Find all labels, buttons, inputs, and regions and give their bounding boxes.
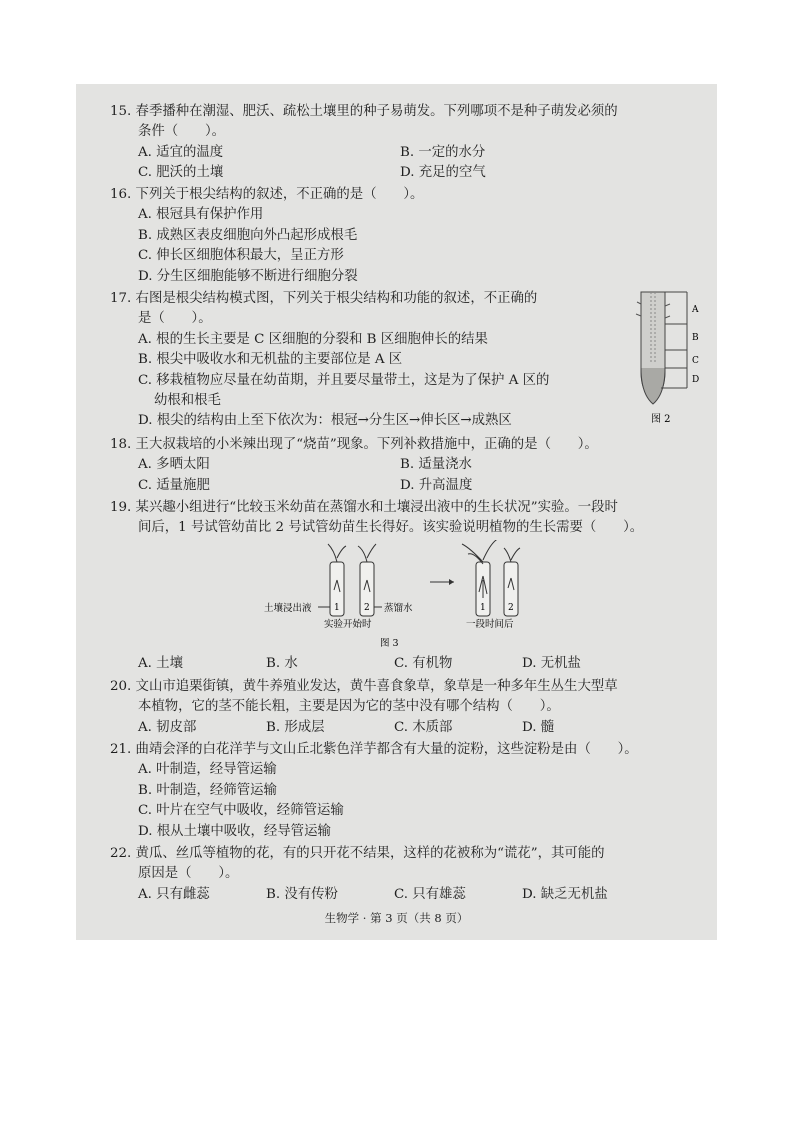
q15-option-b: B. 一定的水分 [400, 144, 486, 160]
q21-option-a: A. 叶制造，经导管运输 [138, 762, 277, 778]
q19-options-row [110, 654, 703, 674]
fig3-tube-1-end: 1 [480, 603, 486, 613]
q15-option-a: A. 适宜的温度 [138, 144, 224, 160]
fig3-end-label: 一段时间后 [466, 619, 514, 630]
figure-2-root-tip [621, 284, 705, 426]
q19-option-a: A. 土壤 [138, 656, 183, 671]
question-16 [110, 185, 703, 287]
q15-option-d: D. 充足的空气 [400, 165, 486, 181]
fig2-label-a: A [692, 305, 699, 315]
question-18 [110, 435, 703, 496]
q19-option-c: C. 有机物 [394, 656, 453, 671]
q20-stem-line1: 20. 文山市追栗街镇，黄牛养殖业发达，黄牛喜食象草，象草是一种多年生丛生大型草 [110, 679, 618, 694]
figure-3-seedling-experiment [264, 540, 534, 650]
q15-option-c: C. 肥沃的土壤 [138, 165, 224, 181]
fig3-tube-2-end: 2 [508, 603, 514, 613]
q22-option-b: B. 没有传粉 [266, 886, 338, 902]
fig3-caption: 图 3 [380, 638, 399, 649]
q22-option-a: A. 只有雌蕊 [138, 886, 210, 902]
question-22 [110, 844, 703, 905]
q18-stem: 18. 王大叔栽培的小米辣出现了“烧苗”现象。下列补救措施中，正确的是（ ）。 [110, 437, 598, 452]
q15-stem-line2: 条件（ ）。 [138, 124, 226, 140]
scanned-exam-page [76, 84, 717, 940]
q19-stem-line2: 间后，1 号试管幼苗比 2 号试管幼苗生长得好。该实验说明植物的生长需要（ ）。 [138, 520, 644, 536]
q15-stem-line1: 15. 春季播种在潮湿、肥沃、疏松土壤里的种子易萌发。下列哪项不是种子萌发必须的 [110, 104, 618, 119]
question-19 [110, 498, 703, 539]
q21-option-b: B. 叶制造，经筛管运输 [138, 782, 277, 798]
q21-stem: 21. 曲靖会泽的白花洋芋与文山丘北紫色洋芋都含有大量的淀粉，这些淀粉是由（ ）。 [110, 742, 638, 757]
q20-option-b: B. 形成层 [266, 719, 325, 735]
question-17 [110, 289, 703, 432]
q18-options-row1 [110, 455, 703, 475]
q17-option-d: D. 根尖的结构由上至下依次为：根冠→分生区→伸长区→成熟区 [138, 413, 512, 429]
q21-option-d: D. 根从土壤中吸收，经导管运输 [138, 823, 331, 839]
q16-option-d: D. 分生区细胞能够不断进行细胞分裂 [138, 268, 358, 284]
q17-option-b: B. 根尖中吸收水和无机盐的主要部位是 A 区 [138, 352, 403, 368]
q18-option-b: B. 适量浇水 [400, 457, 472, 473]
q20-option-c: C. 木质部 [394, 719, 453, 735]
q19-options [110, 654, 703, 674]
q22-option-d: D. 缺乏无机盐 [522, 886, 608, 902]
q16-stem: 16. 下列关于根尖结构的叙述，不正确的是（ ）。 [110, 187, 424, 202]
q22-option-c: C. 只有雄蕊 [394, 886, 466, 902]
q20-stem-line2: 本植物，它的茎不能长粗，主要是因为它的茎中没有哪个结构（ ）。 [138, 699, 560, 715]
q16-option-a: A. 根冠具有保护作用 [138, 207, 264, 223]
q16-option-b: B. 成熟区表皮细胞向外凸起形成根毛 [138, 227, 358, 243]
q22-stem-line1: 22. 黄瓜、丝瓜等植物的花，有的只开花不结果，这样的花被称为“谎花”，其可能的 [110, 846, 605, 861]
fig3-right-label: 蒸馏水 [384, 603, 413, 614]
q17-option-c-line1: C. 移栽植物应尽量在幼苗期，并且要尽量带土，这是为了保护 A 区的 [138, 372, 550, 388]
q19-option-d: D. 无机盐 [522, 656, 581, 671]
q22-options-row [110, 885, 703, 905]
fig2-label-b: B [692, 333, 699, 343]
q19-stem-line1: 19. 某兴趣小组进行“比较玉米幼苗在蒸馏水和土壤浸出液中的生长状况”实验。一段时 [110, 500, 618, 515]
q18-options-row2 [110, 476, 703, 496]
q18-option-a: A. 多晒太阳 [138, 457, 210, 473]
q15-options-row2 [110, 163, 703, 183]
q21-option-c: C. 叶片在空气中吸收，经筛管运输 [138, 803, 344, 819]
q17-option-c-line2: 幼根和根毛 [154, 393, 221, 409]
seedling-tubes-diagram [264, 540, 534, 650]
q18-option-d: D. 升高温度 [400, 477, 473, 493]
fig3-tube-2-start: 2 [364, 603, 370, 613]
fig3-left-label: 土壤浸出液 [264, 603, 312, 614]
q15-options-row1 [110, 143, 703, 163]
root-tip-diagram [621, 284, 705, 426]
page-footer: 生物学 · 第 3 页（共 8 页） [324, 911, 469, 925]
q17-stem-line1: 17. 右图是根尖结构模式图，下列关于根尖结构和功能的叙述，不正确的 [110, 291, 538, 306]
q17-option-a: A. 根的生长主要是 C 区细胞的分裂和 B 区细胞伸长的结果 [138, 331, 488, 347]
fig3-tube-1-start: 1 [334, 603, 340, 613]
fig2-label-d: D [692, 375, 700, 385]
question-21 [110, 740, 703, 842]
question-20 [110, 677, 703, 738]
question-15 [110, 102, 703, 184]
q20-option-a: A. 韧皮部 [138, 719, 197, 735]
q16-option-c: C. 伸长区细胞体积最大，呈正方形 [138, 248, 344, 264]
fig3-start-label: 实验开始时 [324, 619, 372, 630]
q20-options-row [110, 718, 703, 738]
q19-option-b: B. 水 [266, 656, 298, 671]
q20-option-d: D. 髓 [522, 719, 555, 735]
fig2-caption: 图 2 [651, 414, 671, 425]
q17-stem-line2: 是（ ）。 [138, 311, 212, 327]
fig2-label-c: C [692, 356, 699, 366]
q18-option-c: C. 适量施肥 [138, 477, 210, 493]
q22-stem-line2: 原因是（ ）。 [138, 866, 239, 882]
